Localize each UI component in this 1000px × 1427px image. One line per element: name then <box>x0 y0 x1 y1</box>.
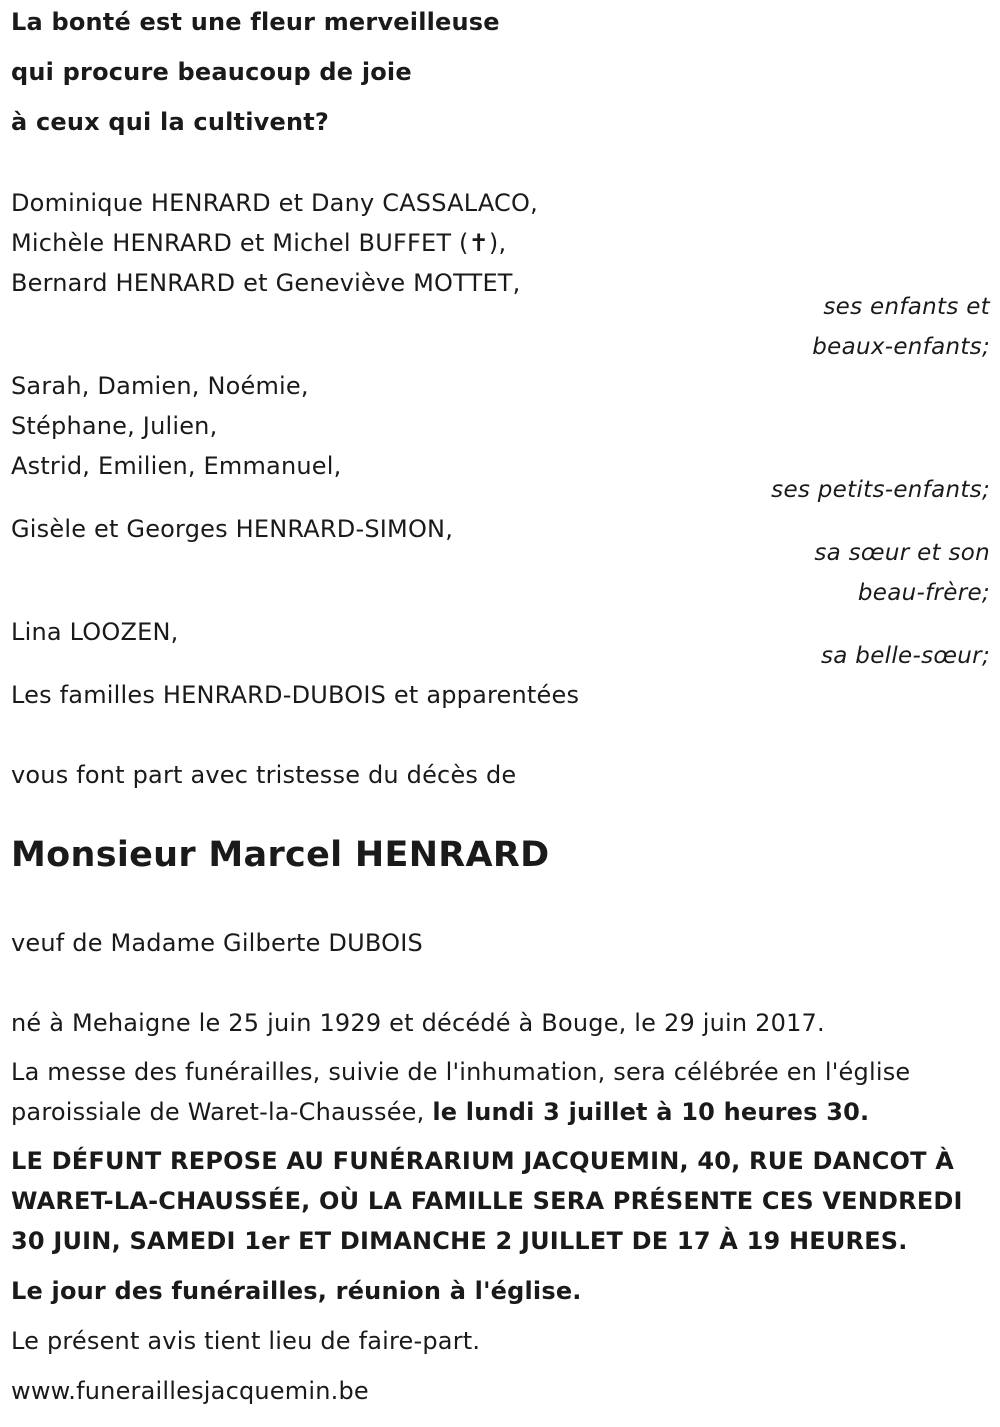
mass-date-time: le lundi 3 juillet à 10 heures 30. <box>432 1098 870 1126</box>
grandchildren-relation: ses petits-enfants; <box>771 477 990 503</box>
sister-in-law-relation: sa belle-sœur; <box>821 643 990 669</box>
funerarium-line-2: WARET-LA-CHAUSSÉE, OÙ LA FAMILLE SERA PRÉSENTE CES VENDREDI <box>11 1187 963 1215</box>
sister-relation-line-2: beau-frère; <box>857 580 990 606</box>
birth-death-line: né à Mehaigne le 25 juin 1929 et décédé à Bouge, le 29 juin 2017. <box>11 1009 825 1037</box>
website-link[interactable]: www.funeraillesjacquemin.be <box>11 1377 369 1405</box>
quote-line-2: qui procure beaucoup de joie <box>11 58 412 86</box>
quote-line-3: à ceux qui la cultivent? <box>11 108 330 136</box>
funerarium-line-3: 30 JUIN, SAMEDI 1er ET DIMANCHE 2 JUILLET DE 17 À 19 HEURES. <box>11 1227 908 1255</box>
child-line-1: Dominique HENRARD et Dany CASSALACO, <box>11 189 538 217</box>
mass-location: paroissiale de Waret-la-Chaussée, <box>11 1098 433 1126</box>
funerarium-line-1: LE DÉFUNT REPOSE AU FUNÉRARIUM JACQUEMIN, 40, RUE DANCOT À <box>11 1147 955 1175</box>
children-relation-line-2: beaux-enfants; <box>812 334 990 360</box>
meeting-line: Le jour des funérailles, réunion à l'église. <box>11 1277 582 1305</box>
notice-line: Le présent avis tient lieu de faire-part. <box>11 1327 481 1355</box>
announcement-line: vous font part avec tristesse du décès de <box>11 761 517 789</box>
widower-line: veuf de Madame Gilberte DUBOIS <box>11 929 423 957</box>
sister-line: Gisèle et Georges HENRARD-SIMON, <box>11 515 454 543</box>
quote-line-1: La bonté est une fleur merveilleuse <box>11 8 500 36</box>
sister-in-law-line: Lina LOOZEN, <box>11 618 179 646</box>
deceased-name: Monsieur Marcel HENRARD <box>11 835 550 875</box>
child-line-2: Michèle HENRARD et Michel BUFFET (✝), <box>11 229 507 257</box>
sister-relation-line-1: sa sœur et son <box>814 540 990 566</box>
child-line-3: Bernard HENRARD et Geneviève MOTTET, <box>11 269 521 297</box>
grandchild-line-1: Sarah, Damien, Noémie, <box>11 372 309 400</box>
families-line: Les familles HENRARD-DUBOIS et apparentées <box>11 681 580 709</box>
grandchild-line-3: Astrid, Emilien, Emmanuel, <box>11 452 342 480</box>
grandchild-line-2: Stéphane, Julien, <box>11 412 218 440</box>
children-relation-line-1: ses enfants et <box>823 294 990 320</box>
mass-line-2 <box>11 1098 869 1126</box>
mass-line-1: La messe des funérailles, suivie de l'inhumation, sera célébrée en l'église <box>11 1058 911 1086</box>
